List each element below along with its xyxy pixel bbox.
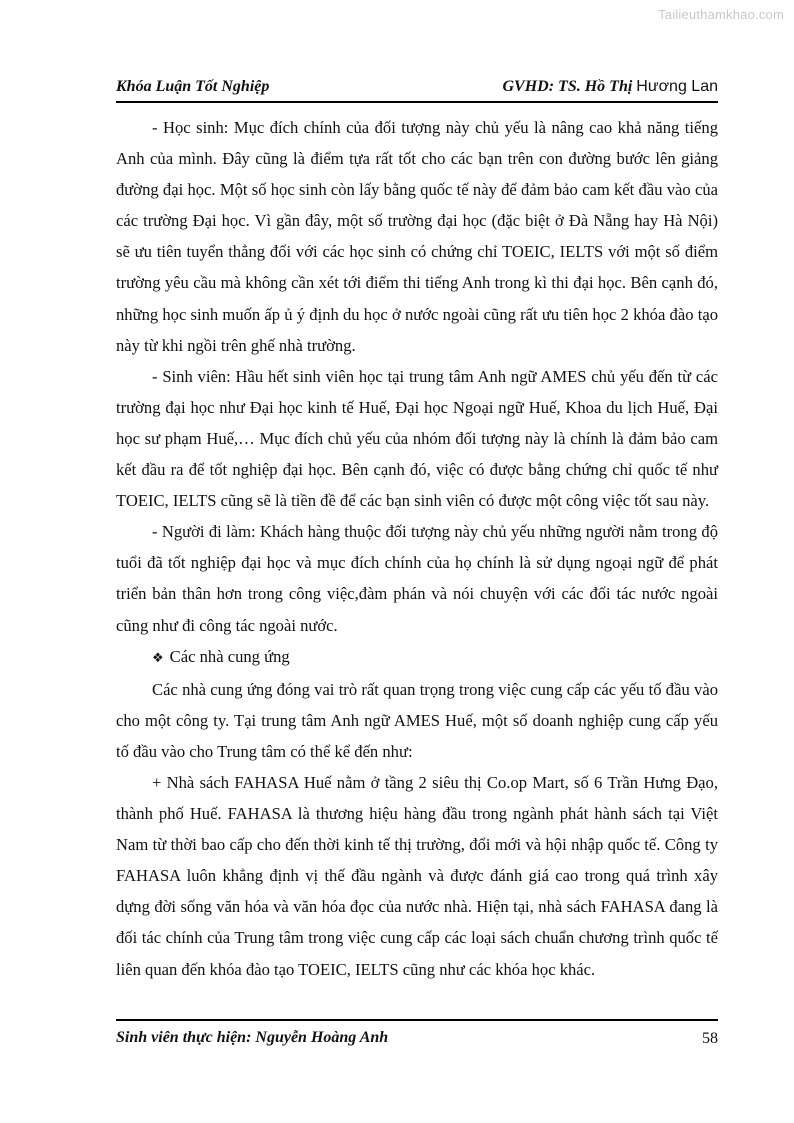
page-number: 58 [702, 1030, 718, 1047]
paragraph-university-students: - Sinh viên: Hầu hết sinh viên học tại trung tâm Anh ngữ AMES chủ yếu đến từ các trường đại học như Đại học kinh tế Huế, Đại học Ngoại ngữ Huế, Khoa du lịch Huế, Đại học sư phạm Huế,… Mục đích chủ yếu của nhóm đối tượng này là chính là đảm bảo cam kết đầu ra để tốt nghiệp đại học. Bên cạnh đó, việc có được bằng chứng chỉ quốc tế như TOEIC, IELTS cũng sẽ là tiền đề để các bạn sinh viên có được một công việc tốt sau này. [116, 366, 718, 511]
page-body [116, 112, 718, 985]
header-supervisor [503, 78, 719, 96]
page-header [116, 77, 718, 103]
section-heading-text: Các nhà cung ứng [169, 646, 290, 666]
diamond-bullet-icon: ❖ [152, 650, 164, 666]
footer-author: Sinh viên thực hiện: Nguyễn Hoàng Anh [116, 1029, 389, 1046]
section-heading [116, 641, 718, 674]
page-footer [116, 1019, 718, 1047]
paragraph-workers: - Người đi làm: Khách hàng thuộc đối tượng này chủ yếu những người nằm trong độ tuổi đã tốt nghiệp đại học và mục đích chính của họ chính là sử dụng ngoại ngữ để phát triển bản thân hơn trong công việc,đàm phán và nói chuyện với các đối tác nước ngoài cũng như đi công tác ngoài nước. [116, 522, 718, 635]
header-supervisor-name: Hương Lan [636, 78, 718, 95]
paragraph-students: - Học sinh: Mục đích chính của đối tượng này chủ yếu là nâng cao khả năng tiếng Anh của mình. Đây cũng là điểm tựa rất tốt cho các bạn trên con đường bước lên giảng đường đại học. Một số học sinh còn lấy bằng quốc tế này để đảm bảo cam kết đầu vào của các trường Đại học. Vì gần đây, một số trường đại học (đặc biệt ở Đà Nẵng hay Hà Nội) sẽ ưu tiên tuyển thẳng đối với các học sinh có chứng chỉ TOEIC, IELTS với một số điểm trường yêu cầu mà không cần xét tới điểm thi tiếng Anh trong kì thi đại học. Bên cạnh đó, những học sinh muốn ấp ủ ý định du học ở nước ngoài cũng rất ưu tiên học 2 khóa đào tạo này từ khi ngồi trên ghế nhà trường. [116, 118, 718, 355]
paragraph-suppliers-intro: Các nhà cung ứng đóng vai trò rất quan trọng trong việc cung cấp các yếu tố đầu vào cho một công ty. Tại trung tâm Anh ngữ AMES Huế, một số doanh nghiệp cung cấp yếu tố đầu vào cho Trung tâm có thể kể đến như: [116, 679, 718, 761]
paragraph-fahasa: + Nhà sách FAHASA Huế nằm ở tầng 2 siêu thị Co.op Mart, số 6 Trần Hưng Đạo, thành phố Huế. FAHASA là thương hiệu hàng đầu trong ngành phát hành sách tại Việt Nam từ thời bao cấp cho đến thời kinh tế thị trường, đổi mới và hội nhập quốc tế. Công ty FAHASA luôn khẳng định vị thế đầu ngành và được đánh giá cao trong quá trình xây dựng đời sống văn hóa và văn hóa đọc của nước nhà. Hiện tại, nhà sách FAHASA đang là đối tác chính của Trung tâm trong việc cung cấp các loại sách chuẩn chương trình quốc tế liên quan đến khóa đào tạo TOEIC, IELTS cũng như các khóa học khác. [116, 772, 718, 979]
watermark: Tailieuthamkhao.com [658, 7, 784, 22]
header-thesis-title: Khóa Luận Tốt Nghiệp [116, 78, 270, 95]
header-supervisor-prefix: GVHD: TS. Hồ Thị [502, 78, 633, 95]
